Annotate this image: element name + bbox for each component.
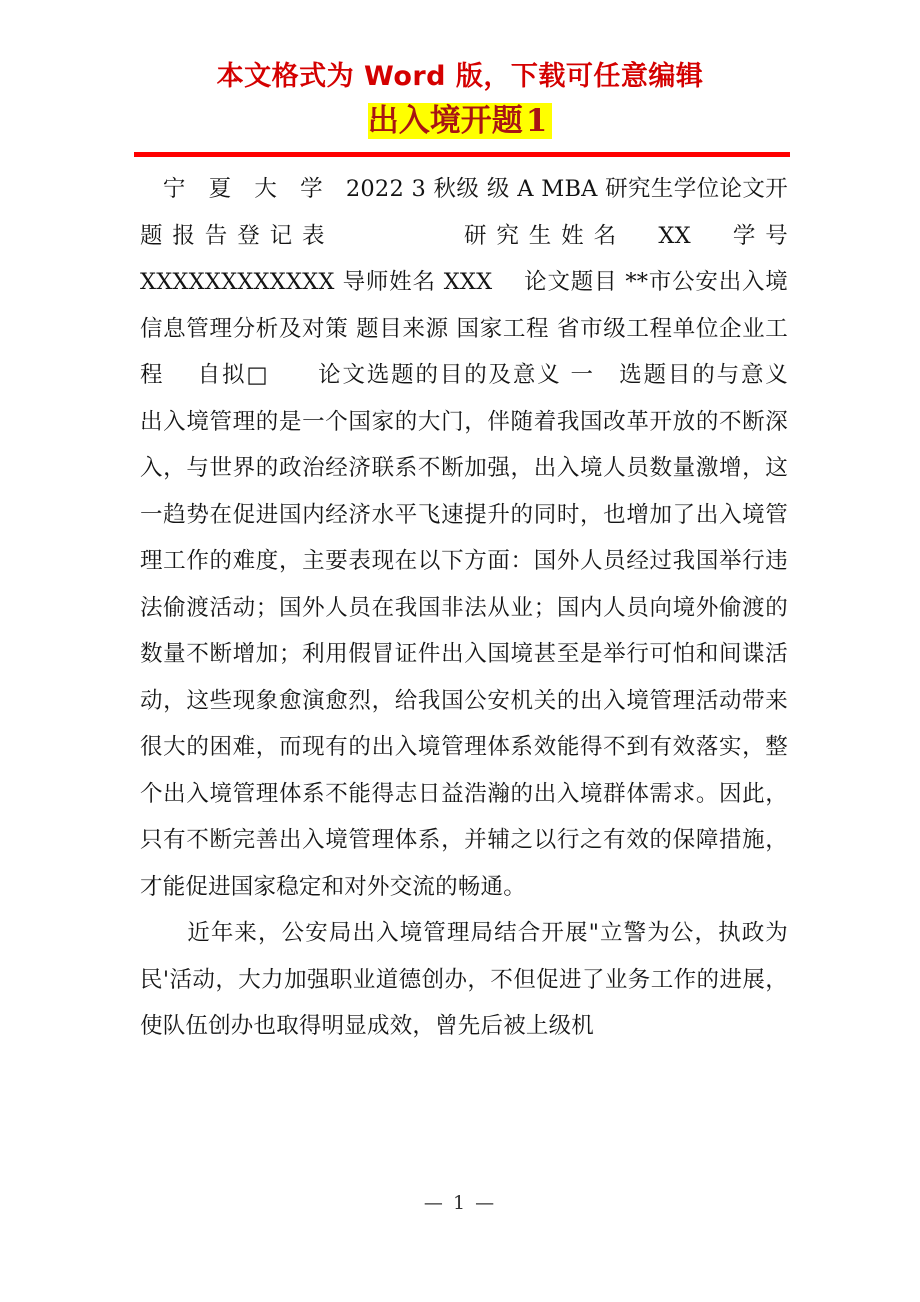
word-format-banner: [0, 62, 920, 92]
document-body: [140, 166, 811, 1050]
banner-text: 本文格式为 Word 版，下载可任意编辑: [216, 61, 704, 92]
red-divider-rule: [134, 152, 790, 157]
body-paragraph: 宁 夏 大 学 2022 3 秋级 级 A MBA 研究生学位论文开题报告登记表 研究生姓名 XX 学号 XXXXXXXXXXXX 导师姓名 XXX 论文题目 **市公安出入境信息管理分析及对策 题目来源 国家工程 省市级工程单位企业工程 自拟□ 论文选题的目的及意义 一 选题目的与意义 出入境管理的是一个国家的大门，伴随着我国改革开放的不断深入，与世界的政治经济联系不断加强，出入境人员数量激增，这一趋势在促进国内经济水平飞速提升的同时，也增加了出入境管理工作的难度，主要表现在以下方面：国外人员经过我国举行违法偷渡活动；国外人员在我国非法从业；国内人员向境外偷渡的数量不断增加；利用假冒证件出入国境甚至是举行可怕和间谍活动，这些现象愈演愈烈，给我国公安机关的出入境管理活动带来很大的困难，而现有的出入境管理体系效能得不到有效落实，整个出入境管理体系不能得志日益浩瀚的出入境群体需求。因此，只有不断完善出入境管理体系，并辅之以行之有效的保障措施，才能促进国家稳定和对外交流的畅通。: [140, 176, 811, 900]
page-title-number: 1: [523, 103, 553, 139]
page-number-footer: — 1 —: [423, 1192, 497, 1214]
page-title-text: 出入境开题: [367, 103, 523, 139]
body-paragraph: 近年来，公安局出入境管理局结合开展"立警为公，执政为民'活动，大力加强职业道德创办，不但促进了业务工作的进展，使队伍创办也取得明显成效，曾先后被上级机: [140, 920, 788, 1039]
page-title: [0, 104, 920, 140]
